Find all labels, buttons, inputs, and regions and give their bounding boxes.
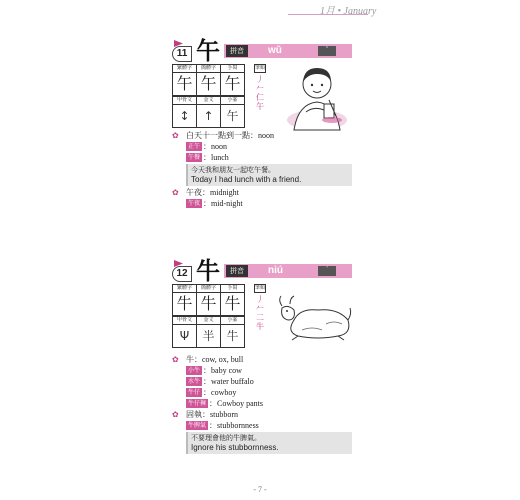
definition-line <box>172 187 352 198</box>
lamp-icon: ✿ <box>172 188 179 197</box>
glyph-header: 簡體字 <box>197 285 221 293</box>
compound-text: ：Cowboy pants <box>209 399 264 408</box>
tone-mark: ˇ <box>318 46 336 56</box>
ancient-header: 甲骨文 <box>173 317 197 325</box>
page-header: 1月 • January <box>320 6 377 17</box>
entry-11 <box>172 38 352 218</box>
example-english: Ignore his stubbornness. <box>191 443 279 452</box>
glyph-table <box>172 284 245 316</box>
compound-text: ：baby cow <box>203 366 242 375</box>
glyph-cell: 午 <box>197 73 221 96</box>
compound-line <box>172 152 352 163</box>
ancient-glyph: ↑ <box>197 105 221 128</box>
stroke-step: 午 <box>256 102 264 111</box>
ancient-glyph: ↕ <box>173 105 197 128</box>
stroke-step: 丿 <box>256 295 264 304</box>
stroke-step: 𠂉 <box>256 84 264 93</box>
compound-tag: 牛仔 <box>188 389 201 396</box>
compound-text: ：lunch <box>203 153 229 162</box>
compound-line <box>172 376 352 387</box>
ancient-header: 金文 <box>197 97 221 105</box>
definition-text: 牛：cow, ox, bull <box>186 355 244 364</box>
compound-line <box>172 387 352 398</box>
ancient-header: 金文 <box>197 317 221 325</box>
glyph-header: 簡體字 <box>197 65 221 73</box>
ancient-glyph: 牛 <box>221 325 245 348</box>
stroke-step: 二 <box>256 313 264 322</box>
glyph-cell: 牛 <box>197 293 221 316</box>
headword-character: 牛 <box>196 257 220 285</box>
example-chinese: 不要理會他的牛脾氣。 <box>191 434 261 442</box>
entry-number: 11 <box>172 46 192 62</box>
compound-text: ：water buffalo <box>203 377 254 386</box>
ancient-glyph-table <box>172 96 245 128</box>
compound-line <box>172 198 352 209</box>
stroke-order-label: 筆順 <box>255 285 266 291</box>
pinyin-label: 拼音 <box>226 265 248 277</box>
compound-tag: 午夜 <box>188 200 201 207</box>
compound-tag: 午餐 <box>188 154 201 161</box>
definition-text: 午夜：midnight <box>186 188 239 197</box>
definitions <box>172 354 352 455</box>
header-rule <box>288 14 368 15</box>
stroke-order <box>254 284 266 331</box>
compound-text: ：cowboy <box>203 388 237 397</box>
ancient-glyph-table <box>172 316 245 348</box>
boy-eating-lunch-illustration <box>284 60 350 132</box>
stroke-order <box>254 64 266 111</box>
entry-number: 12 <box>172 266 192 282</box>
glyph-cell: 午 <box>221 73 245 96</box>
pinyin-label: 拼音 <box>226 45 248 57</box>
compound-tag: 牛仔褲 <box>188 400 207 407</box>
ancient-glyph: 午 <box>221 105 245 128</box>
glyph-cell: 牛 <box>173 293 197 316</box>
compound-line <box>172 420 352 431</box>
stroke-step: 丿 <box>256 75 264 84</box>
definition-line <box>172 130 352 141</box>
pinyin: wǔ <box>268 45 282 56</box>
compound-tag: 正午 <box>188 143 201 150</box>
ancient-header: 小篆 <box>221 317 245 325</box>
compound-line <box>172 365 352 376</box>
glyph-header: 手寫 <box>221 285 245 293</box>
compound-text: ：mid-night <box>203 199 243 208</box>
lamp-icon: ✿ <box>172 131 179 140</box>
stroke-step: 𠂉 <box>256 304 264 313</box>
page-number: - 7 - <box>253 485 267 494</box>
ancient-glyph: Ψ <box>173 325 197 348</box>
ox-lying-down-illustration <box>278 294 354 344</box>
entry-number-badge <box>172 40 192 62</box>
pinyin-bar <box>224 264 352 278</box>
compound-tag: 小牛 <box>188 367 201 374</box>
compound-text: ：stubbornness <box>209 421 259 430</box>
stroke-order-label: 筆順 <box>255 65 266 71</box>
stroke-step: 牛 <box>256 322 264 331</box>
entry-12 <box>172 258 352 468</box>
stroke-step: 仁 <box>256 93 264 102</box>
glyph-header: 繁體字 <box>173 285 197 293</box>
compound-line <box>172 398 352 409</box>
glyph-table <box>172 64 245 96</box>
compound-tag: 牛脾氣 <box>188 422 207 429</box>
definition-text: 固執：stubborn <box>186 410 238 419</box>
pinyin-bar <box>224 44 352 58</box>
example-box <box>186 164 352 186</box>
definitions <box>172 130 352 209</box>
definition-line <box>172 354 352 365</box>
pinyin: niú <box>268 265 283 276</box>
ancient-header: 小篆 <box>221 97 245 105</box>
lamp-icon: ✿ <box>172 355 179 364</box>
compound-text: ：noon <box>203 142 228 151</box>
glyph-header: 手寫 <box>221 65 245 73</box>
compound-tag: 水牛 <box>188 378 201 385</box>
glyph-cell: 牛 <box>221 293 245 316</box>
tone-mark: ˊ <box>318 266 336 276</box>
example-english: Today I had lunch with a friend. <box>191 175 302 184</box>
example-chinese: 今天我和朋友一起吃午餐。 <box>191 166 275 174</box>
glyph-cell: 午 <box>173 73 197 96</box>
compound-line <box>172 141 352 152</box>
entry-number-badge <box>172 260 192 282</box>
ancient-glyph: 半 <box>197 325 221 348</box>
headword-character: 午 <box>196 37 220 65</box>
glyph-header: 繁體字 <box>173 65 197 73</box>
lamp-icon: ✿ <box>172 410 179 419</box>
example-box <box>186 432 352 454</box>
definition-text: 白天十一點到一點：noon <box>186 131 274 140</box>
definition-line <box>172 409 352 420</box>
ancient-header: 甲骨文 <box>173 97 197 105</box>
